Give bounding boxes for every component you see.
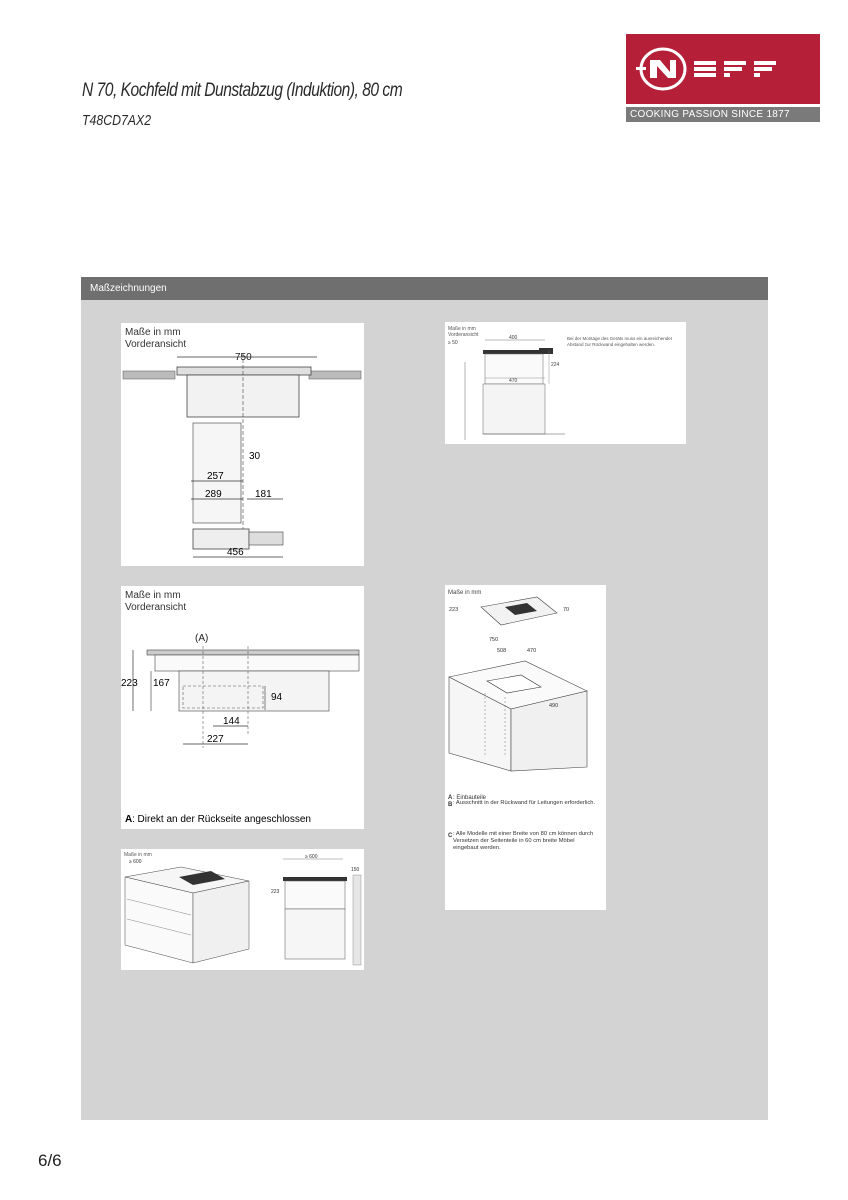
fig5-label: Maße in mm bbox=[124, 852, 152, 858]
page-number: 6/6 bbox=[38, 1151, 62, 1170]
fig2-note: Bei der Montage des Geräts muss ein ausreichender Abstand zur Rückwand eingehalten werden. bbox=[567, 336, 673, 347]
fig1-dim-30: 30 bbox=[249, 451, 261, 462]
fig3-dim-227: 227 bbox=[207, 734, 224, 745]
svg-text:A: A bbox=[448, 795, 453, 801]
svg-text:C: C bbox=[448, 833, 453, 839]
fig3-label-line2: Vorderansicht bbox=[125, 602, 187, 613]
fig2-dim-50: ≥ 50 bbox=[448, 340, 458, 346]
model-number: T48CD7AX2 bbox=[82, 112, 152, 129]
fig5-dim-600: ≥ 600 bbox=[129, 859, 142, 865]
fig3-label-line1: Maße in mm bbox=[125, 590, 181, 601]
fig3-dim-223: 223 bbox=[121, 678, 138, 689]
fig4-dim-223: 223 bbox=[449, 607, 459, 613]
fig4-label: Maße in mm bbox=[448, 590, 482, 596]
fig5-dim-223: 223 bbox=[271, 889, 280, 895]
fig4-dim-470: 470 bbox=[527, 648, 537, 654]
fig1-dim-257: 257 bbox=[207, 471, 224, 482]
fig3-dim-144: 144 bbox=[223, 716, 240, 727]
fig4-dim-750: 750 bbox=[489, 637, 499, 643]
panel-heading: Maßzeichnungen bbox=[81, 277, 768, 300]
fig1-dim-456: 456 bbox=[227, 547, 244, 558]
logo-letters bbox=[694, 61, 776, 77]
fig2-dim-470: 470 bbox=[509, 378, 518, 384]
figure-front-view-1 bbox=[121, 323, 364, 566]
fig2-label: Maße in mm bbox=[448, 326, 476, 332]
fig1-label-line1: Maße in mm bbox=[125, 327, 181, 338]
fig3-marker: (A) bbox=[195, 633, 209, 644]
fig3-dim-167: 167 bbox=[153, 678, 170, 689]
fig5-dim-600b: ≥ 600 bbox=[305, 854, 318, 860]
fig1-dim-181: 181 bbox=[255, 489, 272, 500]
fig4-note-a: : Einbauteile bbox=[453, 795, 487, 801]
fig4-dim-508: 508 bbox=[497, 648, 507, 654]
fig5-dim-150: 150 bbox=[351, 867, 360, 873]
figure-front-view-2 bbox=[121, 586, 364, 829]
fig1-dim-289: 289 bbox=[205, 489, 222, 500]
fig4-dim-70: 70 bbox=[563, 607, 570, 613]
fig4-note-b: : Ausschnitt in der Rückwand für Leitungen erforderlich. bbox=[453, 800, 596, 806]
fig3-dim-94: 94 bbox=[271, 692, 283, 703]
brand-logo bbox=[626, 34, 820, 124]
logo-red-box bbox=[626, 34, 820, 104]
svg-text:Vorderansicht: Vorderansicht bbox=[448, 332, 479, 338]
fig2-dim-224: 224 bbox=[551, 362, 560, 368]
fig2-dim-400: 400 bbox=[509, 335, 518, 341]
figure-side-view-1 bbox=[445, 322, 686, 444]
fig4-dim-490: 490 bbox=[549, 703, 559, 709]
figure-installation-view bbox=[445, 585, 606, 910]
figure-cabinet-views bbox=[121, 849, 364, 970]
fig1-dim-750: 750 bbox=[235, 352, 252, 363]
logo-tagline: COOKING PASSION SINCE 1877 bbox=[626, 107, 820, 122]
svg-text:B: B bbox=[448, 802, 453, 808]
fig4-note-c: : Alle Modelle mit einer Breite von 80 cm können durch Versetzen der Seitenteile in 60 cm breite Möbel eingebaut werden. bbox=[453, 831, 594, 851]
document-title: N 70, Kochfeld mit Dunstabzug (Induktion), 80 cm bbox=[82, 80, 403, 101]
fig3-note-key: A bbox=[125, 814, 133, 825]
fig1-label-line2: Vorderansicht bbox=[125, 339, 187, 350]
fig3-note-text: : Direkt an der Rückseite angeschlossen bbox=[132, 814, 311, 825]
